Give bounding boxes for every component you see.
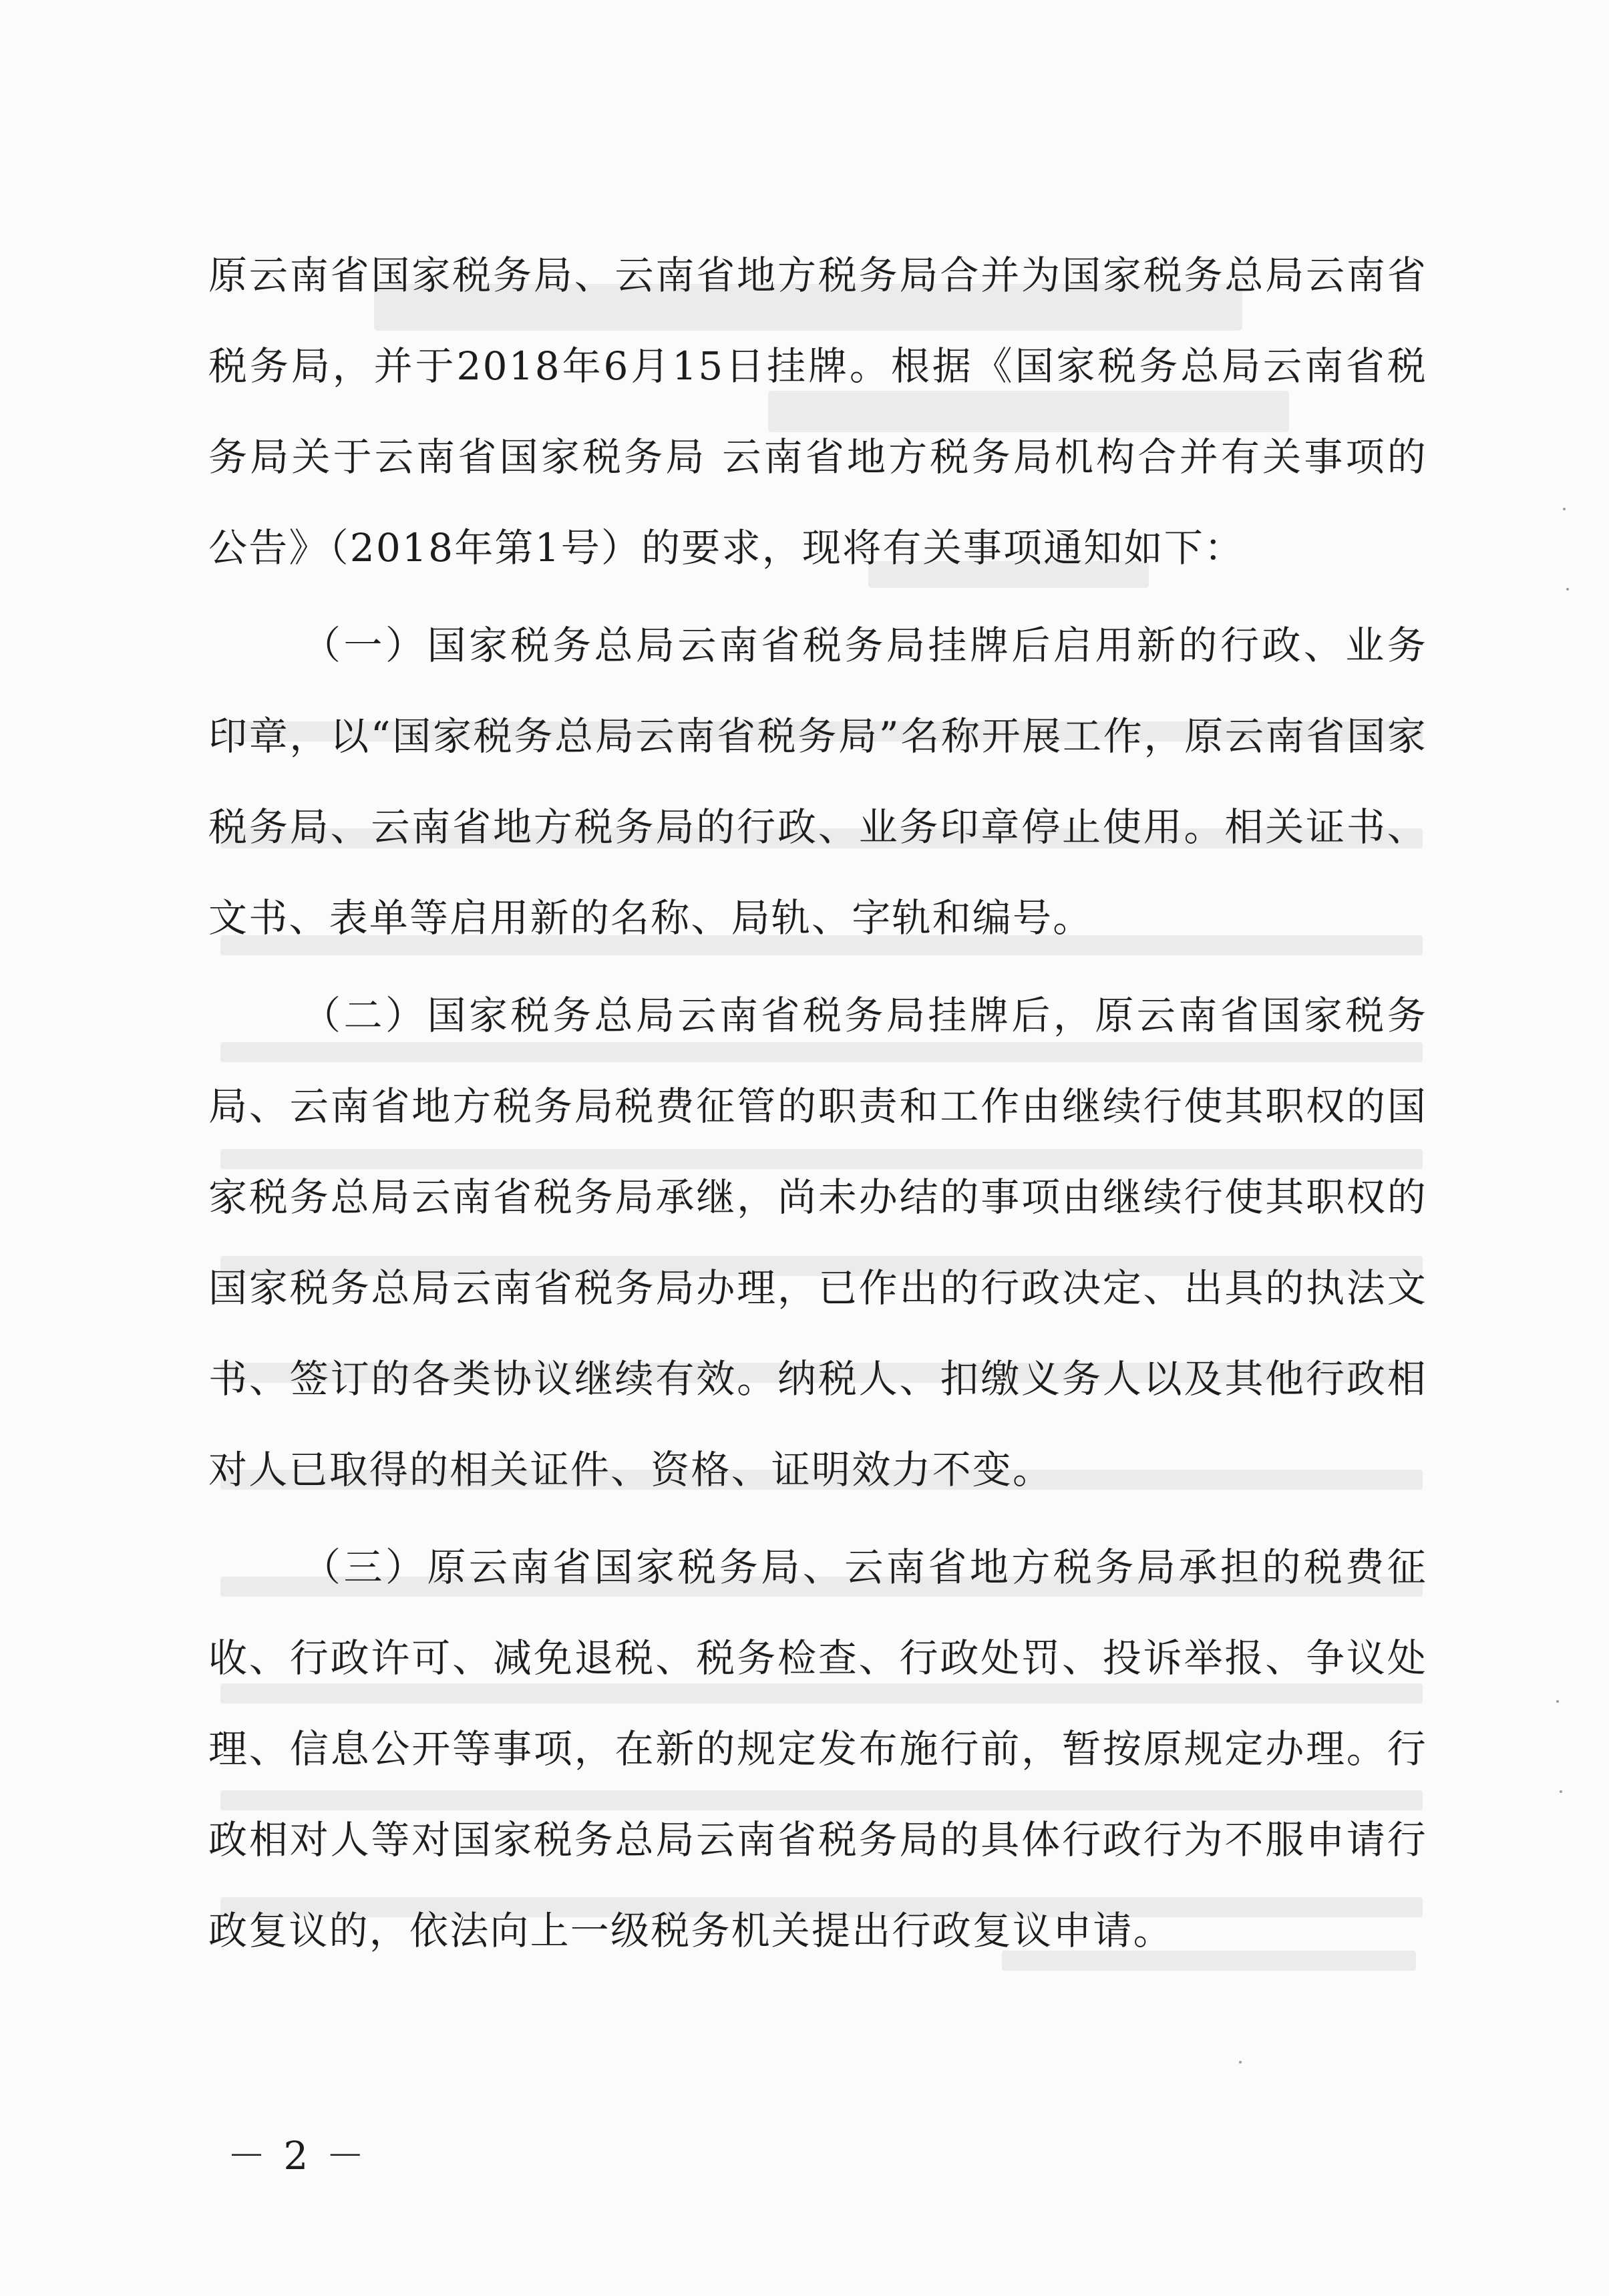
scan-speck — [1563, 508, 1566, 510]
item-1-paragraph: （一）国家税务总局云南省税务局挂牌后启用新的行政、业务印章，以“国家税务总局云南省税务局”名称开展工作，原云南省国家税务局、云南省地方税务局的行政、业务印章停止使用。相关证书、文书、表单等启用新的名称、局轨、字轨和编号。 — [208, 623, 1427, 941]
scan-speck — [1556, 1700, 1559, 1703]
scan-speck — [1560, 1790, 1562, 1793]
item-3-paragraph: （三）原云南省国家税务局、云南省地方税务局承担的税费征收、行政许可、减免退税、税务检查、行政处罚、投诉举报、争议处理、信息公开等事项，在新的规定发布施行前，暂按原规定办理。行政相对人等对国家税务总局云南省税务局的具体行政行为不服申请行政复议的，依法向上一级税务机关提出行政复议申请。 — [208, 1544, 1427, 1953]
intro-paragraph: 原云南省国家税务局、云南省地方税务局合并为国家税务总局云南省税务局，并于2018年6月15日挂牌。根据《国家税务总局云南省税务局关于云南省国家税务局 云南省地方税务局机构合并有关事项的公告》（2018年第1号）的要求，现将有关事项通知如下： — [208, 253, 1427, 570]
scan-speck — [1566, 588, 1569, 591]
page-number: － 2 － — [227, 2133, 367, 2178]
document-body — [208, 230, 1427, 1983]
item-2-paragraph: （二）国家税务总局云南省税务局挂牌后，原云南省国家税务局、云南省地方税务局税费征管的职责和工作由继续行使其职权的国家税务总局云南省税务局承继，尚未办结的事项由继续行使其职权的国家税务总局云南省税务局办理，已作出的行政决定、出具的执法文书、签订的各类协议继续有效。纳税人、扣缴义务人以及其他行政相对人已取得的相关证件、资格、证明效力不变。 — [208, 993, 1427, 1492]
scan-speck — [1239, 2061, 1242, 2064]
